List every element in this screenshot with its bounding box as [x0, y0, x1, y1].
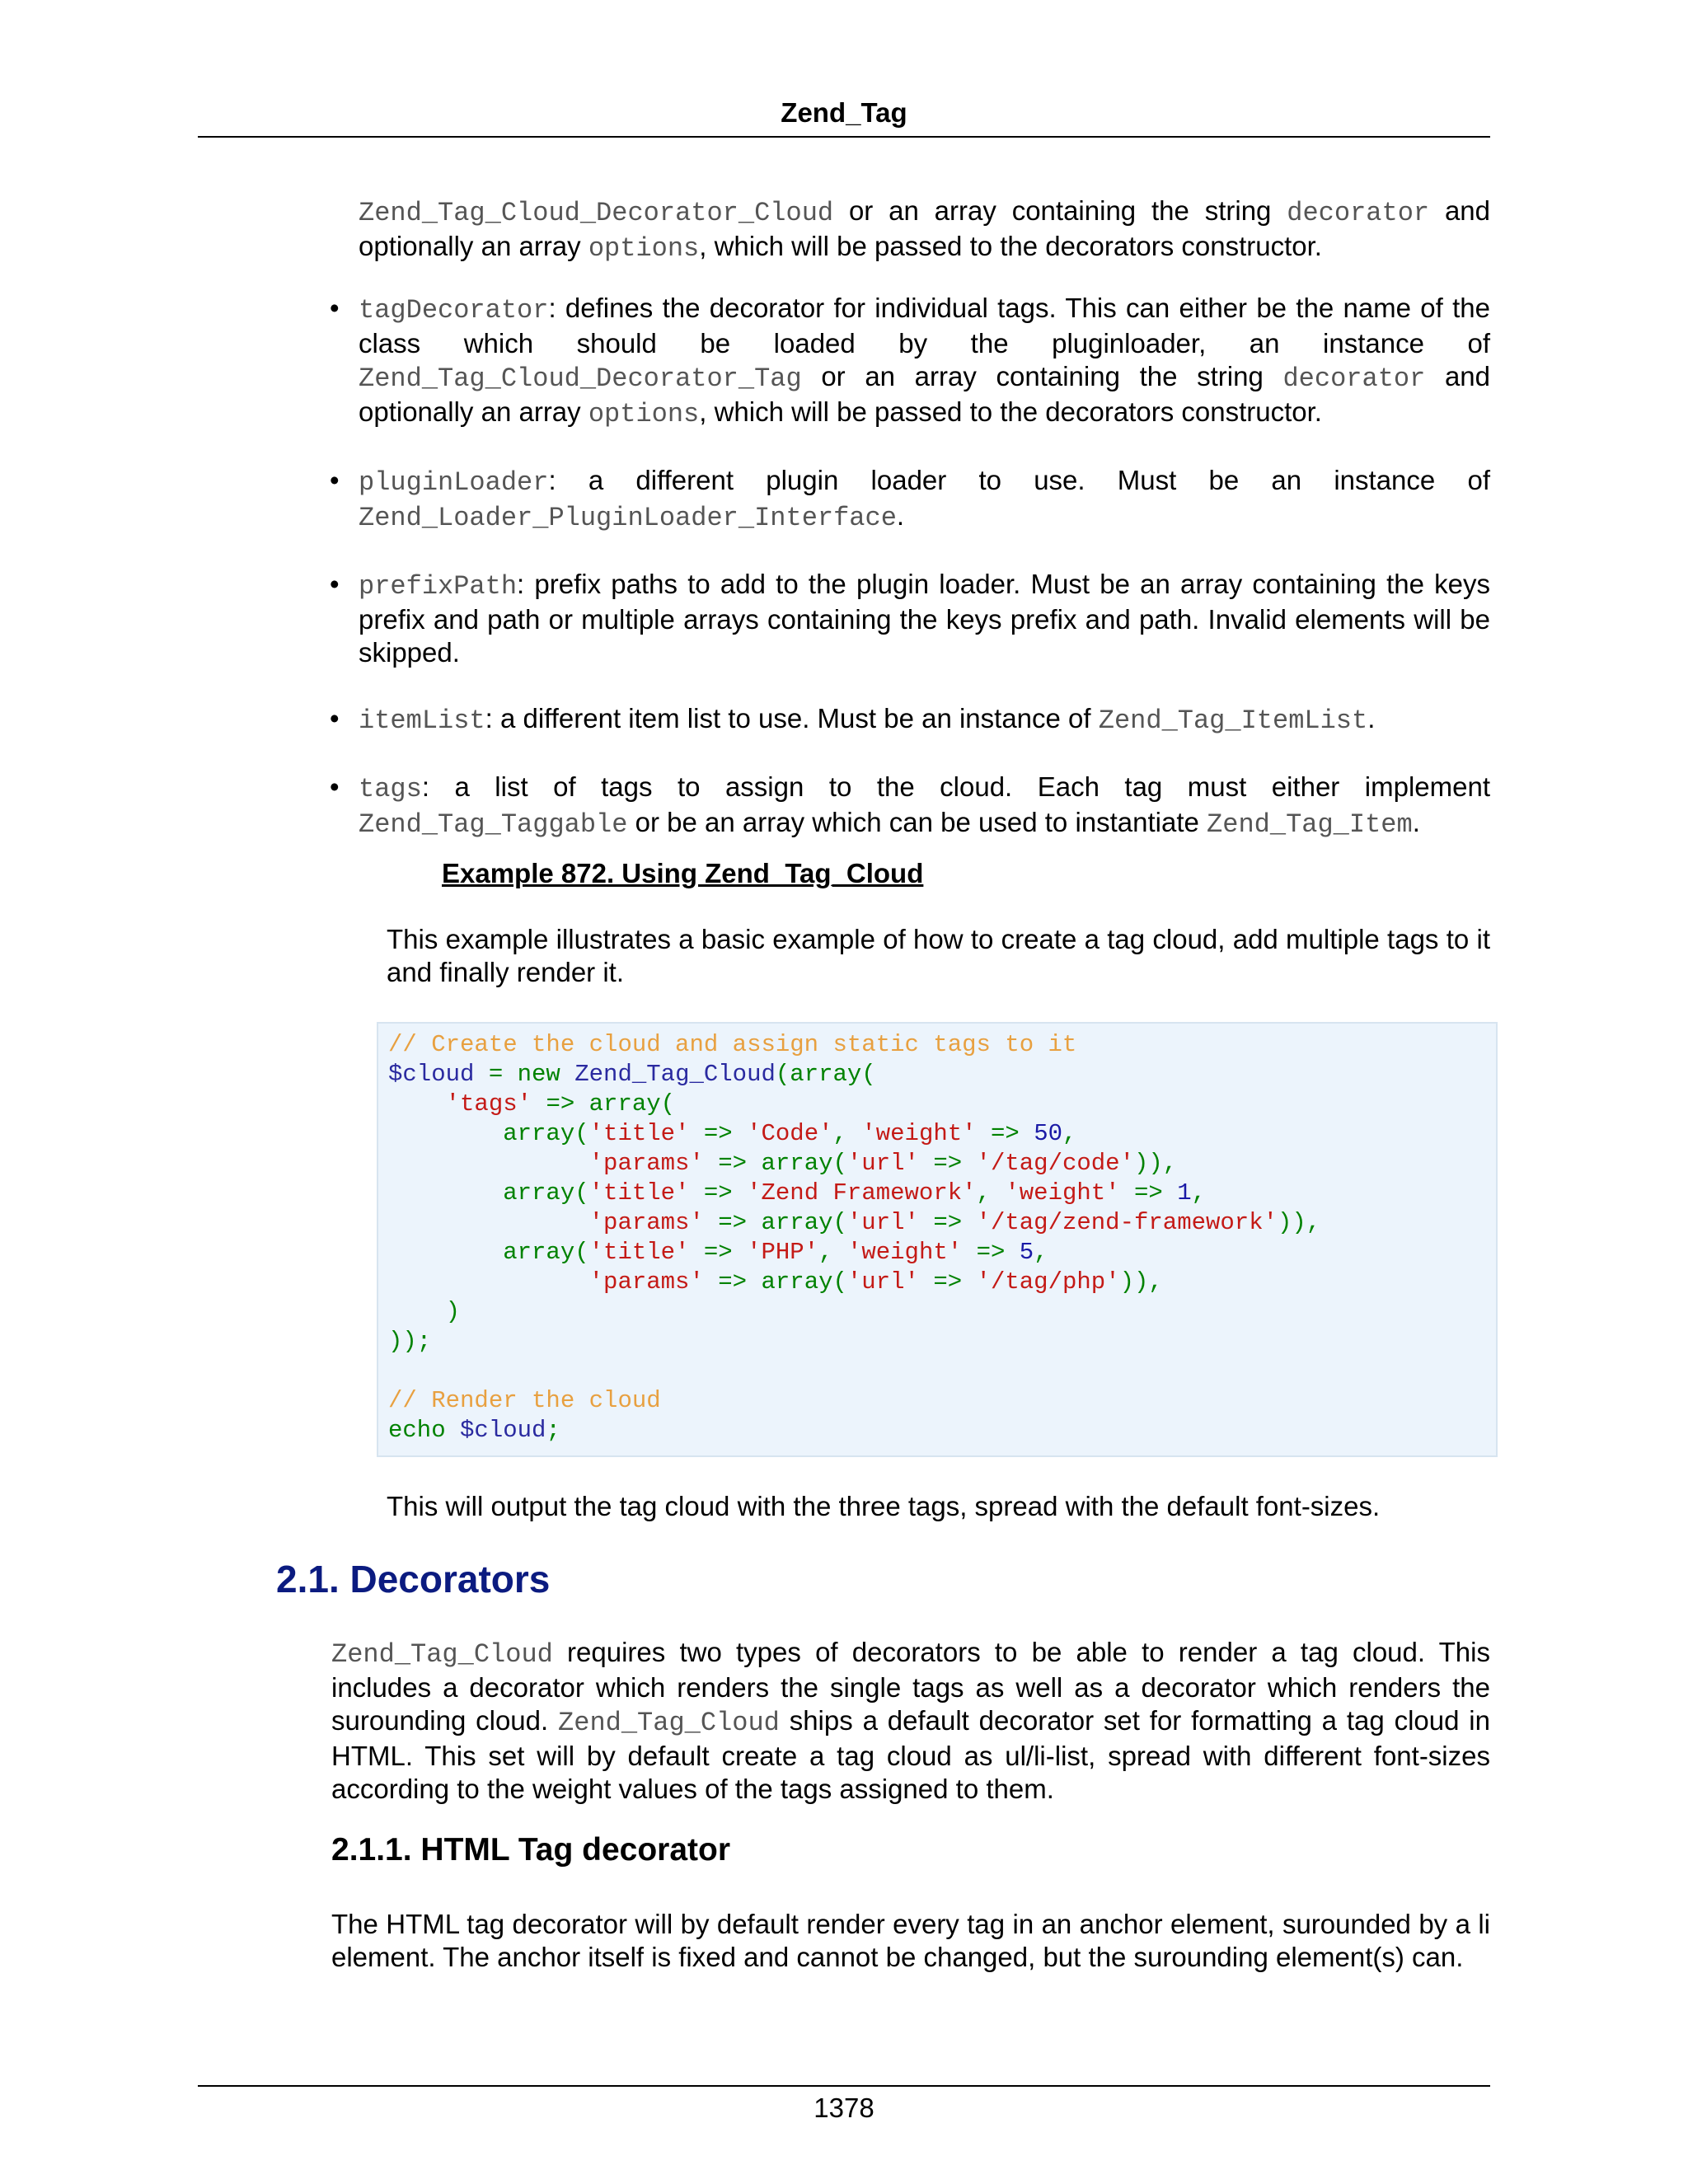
code-term: Zend_Tag_Cloud_Decorator_Tag: [359, 363, 802, 394]
subsection-paragraph: The HTML tag decorator will by default render every tag in an anchor element, surounded by a li element. The anchor itself is fixed and cannot be changed, but the surounding element(s) can.: [331, 1909, 1490, 1972]
code-term: Zend_Loader_PluginLoader_Interface: [359, 503, 897, 533]
option-name: tags: [359, 774, 422, 804]
bullet-icon: •: [330, 465, 340, 495]
tag-title: Zend Framework: [761, 1179, 963, 1207]
option-name: prefixPath: [359, 571, 518, 602]
example-title: Example 872. Using Zend_Tag_Cloud: [442, 858, 924, 888]
code-term: decorator: [1282, 363, 1426, 394]
footer-rule: [198, 2085, 1490, 2087]
option-item-tags: • tags: a list of tags to assign to the cloud. Each tag must either implement Zend_Tag_Taggable or be an array which can be used to instantiate Zend_Tag_Item.: [330, 771, 1490, 840]
code-term: Zend_Tag_ItemList: [1098, 705, 1368, 736]
bullet-icon: •: [330, 293, 340, 323]
code-term: Zend_Tag_Cloud: [331, 1639, 553, 1670]
option-continuation: Zend_Tag_Cloud_Decorator_Cloud or an array containing the string decorator and optionally an array options, which will be passed to the decorators constructor.: [359, 195, 1490, 264]
tag-title: PHP: [761, 1239, 804, 1266]
tag-url: /tag/code: [990, 1150, 1120, 1177]
section-heading: 2.1. Decorators: [276, 1558, 551, 1601]
tag-title: Code: [761, 1120, 819, 1147]
option-name: tagDecorator: [359, 295, 549, 326]
code-comment: // Create the cloud and assign static tags to it: [388, 1031, 1077, 1058]
header-rule: [198, 136, 1490, 138]
tag-weight: 1: [1177, 1179, 1192, 1207]
tag-weight: 5: [1019, 1239, 1034, 1266]
option-item-prefixpath: • prefixPath: prefix paths to add to the plugin loader. Must be an array containing the keys prefix and path or multiple arrays containing the keys prefix and path. Invalid elements will be skipped.: [330, 569, 1490, 668]
subsection-heading: 2.1.1. HTML Tag decorator: [331, 1832, 730, 1868]
tag-url: /tag/php: [990, 1268, 1106, 1296]
bullet-icon: •: [330, 703, 340, 733]
tag-weight: 50: [1034, 1120, 1063, 1147]
tag-url: /tag/zend-framework: [990, 1209, 1264, 1236]
bullet-icon: •: [330, 569, 340, 599]
running-header: Zend_Tag: [781, 97, 907, 128]
option-item-pluginloader: • pluginLoader: a different plugin loader to use. Must be an instance of Zend_Loader_PluginLoader_Interface.: [330, 465, 1490, 533]
bullet-icon: •: [330, 771, 340, 802]
option-name: pluginLoader: [359, 467, 549, 498]
section-paragraph: Zend_Tag_Cloud requires two types of decorators to be able to render a tag cloud. This includes a decorator which renders the single tags as well as a decorator which renders the surounding cloud. Zend_Tag_Cloud ships a default decorator set for formatting a tag cloud in HTML. This set will by default create a tag cloud as ul/li-list, spread with different font-sizes according to the weight values of the tags assigned to them.: [331, 1637, 1490, 1804]
code-block: // Create the cloud and assign static tags to it $cloud = new Zend_Tag_Cloud(array( 'tags' => array( array('title' => 'Code', 'weight' => 50, 'params' => array('url' => '/tag/code')), array('title' => 'Zend Framework', 'weight' => 1, 'params' => array('url' => '/tag/zend-framework')), array('title' => 'PHP', 'weight' => 5, 'params' => array('url' => '/tag/php')), ) )); // Render the cloud echo $cloud;: [388, 1031, 1321, 1444]
code-comment: // Render the cloud: [388, 1387, 661, 1414]
code-listing: [377, 1022, 1498, 1457]
option-name: itemList: [359, 705, 485, 736]
code-term: Zend_Tag_Taggable: [359, 809, 628, 840]
code-term: decorator: [1287, 198, 1430, 228]
code-term: options: [588, 233, 700, 264]
code-term: Zend_Tag_Cloud_Decorator_Cloud: [359, 198, 834, 228]
option-item-tagdecorator: • tagDecorator: defines the decorator for individual tags. This can either be the name of the class which should be loaded by the pluginloader, an instance of Zend_Tag_Cloud_Decorator_Tag or an array containing the string decorator and optionally an array options, which will be passed to the decorators constructor.: [330, 293, 1491, 429]
code-term: options: [588, 399, 700, 429]
code-term: Zend_Tag_Item: [1207, 809, 1413, 840]
example-intro: This example illustrates a basic example of how to create a tag cloud, add multiple tags to it and finally render it.: [387, 924, 1490, 987]
options-list: [330, 292, 1490, 874]
output-description: This will output the tag cloud with the three tags, spread with the default font-sizes.: [387, 1491, 1381, 1521]
option-item-itemlist: • itemList: a different item list to use. Must be an instance of Zend_Tag_ItemList.: [330, 703, 1376, 736]
code-term: Zend_Tag_Cloud: [558, 1708, 780, 1738]
page-number: 1378: [814, 2093, 874, 2123]
